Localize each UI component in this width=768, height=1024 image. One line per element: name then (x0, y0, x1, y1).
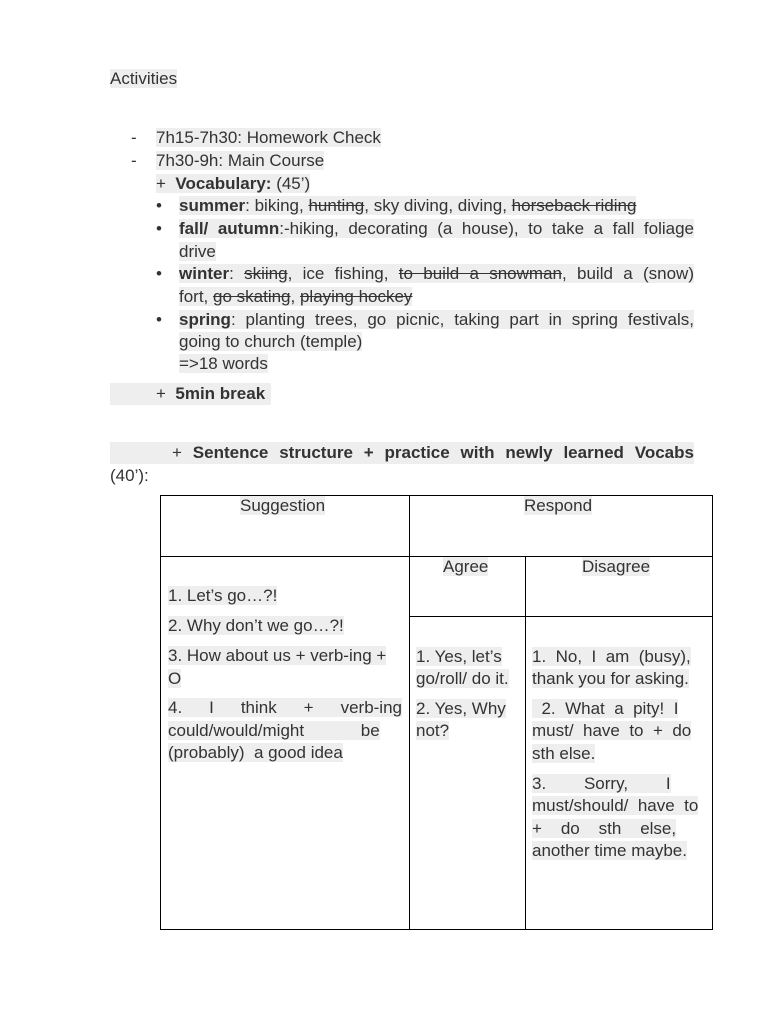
bullet-icon: • (156, 264, 162, 283)
disagree-item: 2. What a pity! I (532, 699, 679, 718)
disagree-item: must/should/ have to (532, 796, 699, 815)
disagree-item: 1. No, I am (busy), (532, 647, 691, 666)
vocab-spring-line2: going to church (temple) (179, 332, 363, 351)
bullet-icon: • (156, 219, 162, 238)
vocab-spring-line1: spring: planting trees, go picnic, taking part in spring festivals, (179, 310, 694, 329)
suggestion-item: 3. How about us + verb-ing + (168, 646, 387, 665)
bullet-icon: • (156, 196, 162, 215)
disagree-item: must/ have to + do (532, 721, 692, 740)
agree-item: go/roll/ do it. (416, 669, 509, 688)
table-header-respond: Respond (524, 496, 593, 515)
agree-item: not? (416, 721, 450, 740)
vocab-fall-line2: drive (179, 242, 216, 261)
vocab-total: =>18 words (179, 354, 268, 373)
schedule-dash: - (131, 128, 137, 147)
suggestion-item: 1. Let’s go…?! (168, 586, 278, 605)
sentence-heading: + Sentence structure + practice with newly learned Vocabs (110, 442, 694, 464)
table-header-disagree: Disagree (582, 557, 651, 576)
disagree-item: thank you for asking. (532, 669, 689, 688)
break-line: + 5min break (110, 383, 271, 405)
sentence-duration: (40’): (110, 466, 149, 485)
suggestion-item: 2. Why don’t we go…?! (168, 616, 344, 635)
suggestion-item: O (168, 669, 182, 688)
schedule-item: 7h15-7h30: Homework Check (156, 128, 381, 147)
page-title: Activities (110, 69, 178, 88)
vocab-heading: + Vocabulary: (45’) (156, 174, 311, 193)
suggestion-item: could/would/might be (168, 721, 380, 740)
disagree-item: sth else. (532, 744, 596, 763)
disagree-item: 3. Sorry, I (532, 774, 671, 793)
vocab-fall-line1: fall/ autumn:-hiking, decorating (a house), to take a fall foliage (179, 219, 694, 238)
schedule-item: 7h30-9h: Main Course (156, 151, 325, 170)
disagree-item: another time maybe. (532, 841, 687, 860)
schedule-dash: - (131, 151, 137, 170)
vocab-winter-line1: winter: skiing, ice fishing, to build a snowman, build a (snow) (179, 264, 694, 283)
table-header-agree: Agree (443, 557, 489, 576)
vocab-winter-line2: fort, go skating, playing hockey (179, 287, 413, 306)
disagree-item: + do sth else, (532, 819, 677, 838)
table-header-suggestion: Suggestion (240, 496, 326, 515)
agree-item: 2. Yes, Why (416, 699, 506, 718)
suggestion-item: 4. I think + verb-ing (168, 698, 402, 717)
vocab-summer: summer: biking, hunting, sky diving, diving, horseback riding (179, 196, 637, 215)
bullet-icon: • (156, 310, 162, 329)
agree-item: 1. Yes, let’s (416, 647, 502, 666)
suggestion-item: (probably) a good idea (168, 743, 343, 762)
